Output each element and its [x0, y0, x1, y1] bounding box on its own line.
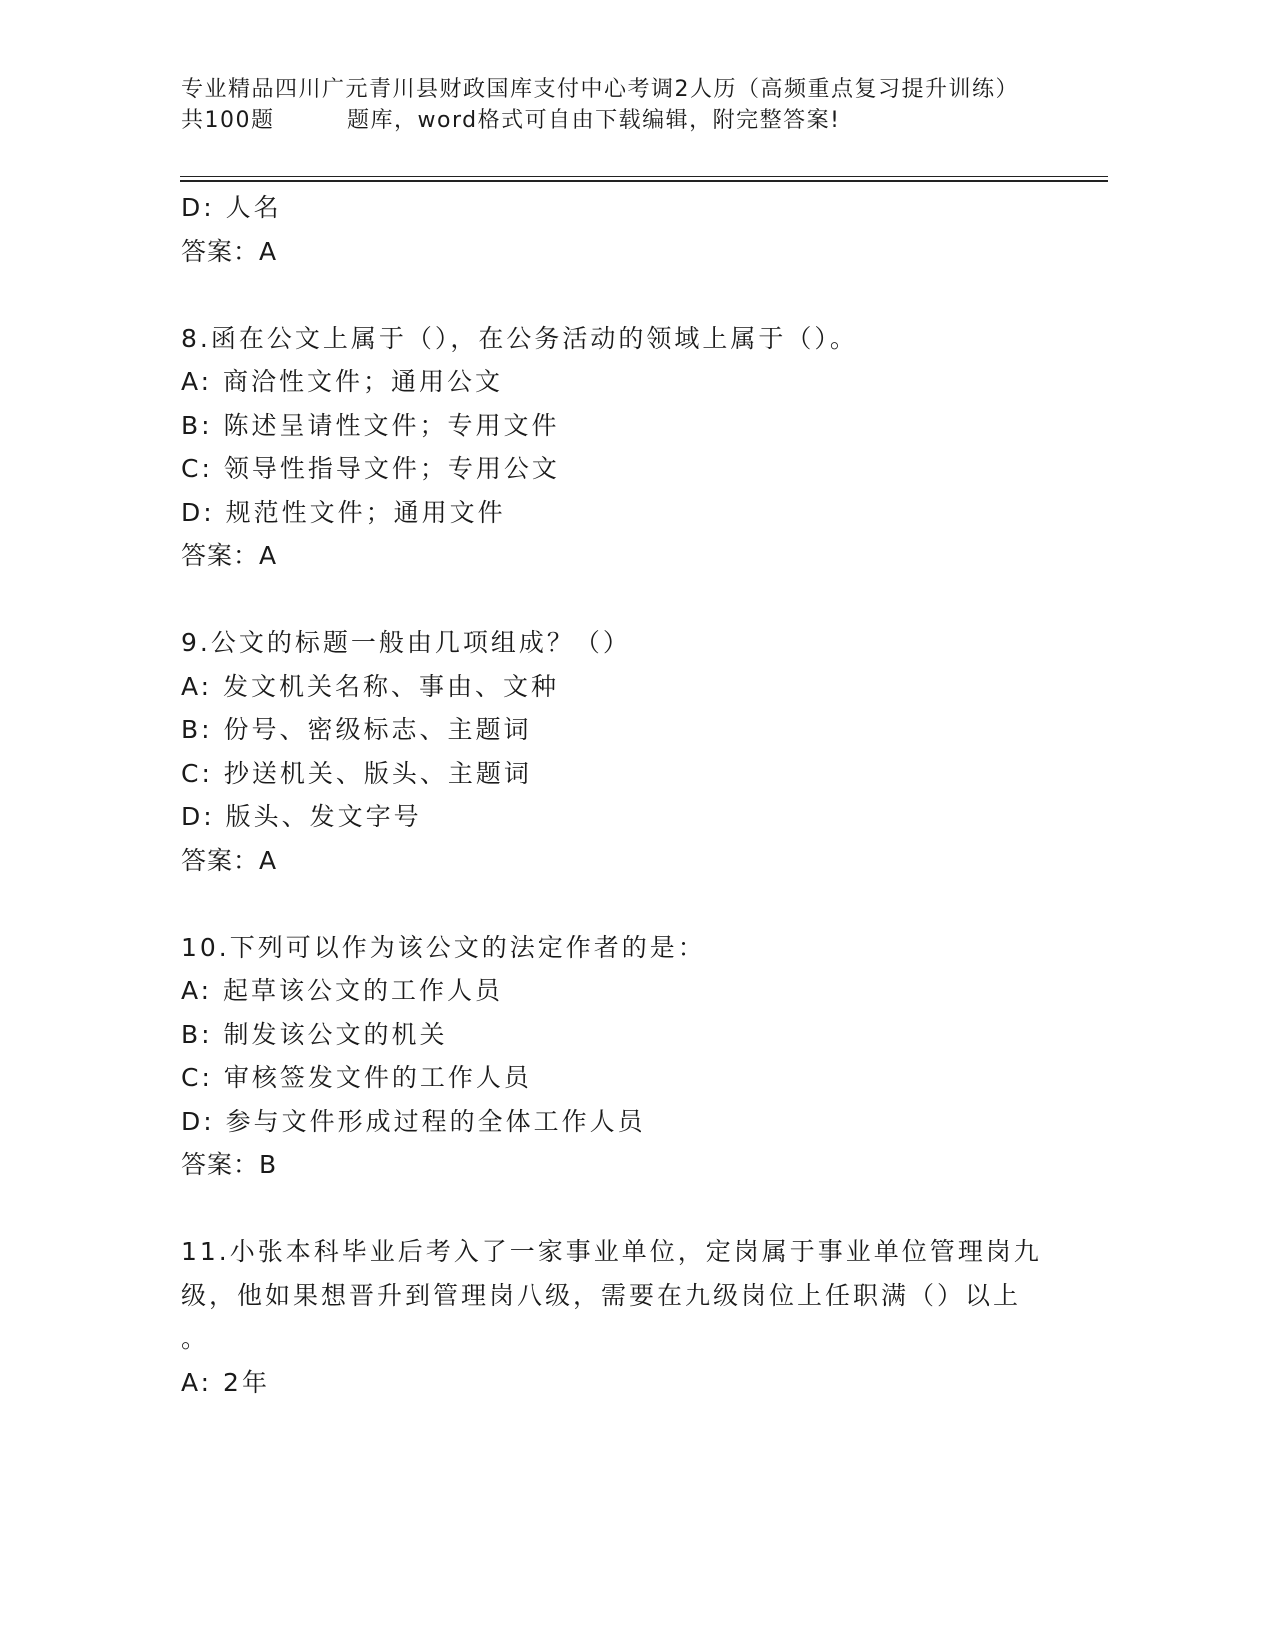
answer: 答案：A [181, 541, 278, 570]
spacer [181, 882, 1081, 926]
question-block-10 [181, 926, 1081, 1187]
question-count: 共100题 [181, 108, 275, 133]
question-stem: 10.下列可以作为该公文的法定作者的是： [181, 932, 706, 962]
spacer [181, 273, 1081, 317]
question-content [181, 186, 1081, 1404]
header-description: 题库，word格式可自由下载编辑，附完整答案! [347, 108, 841, 133]
answer: 答案：A [181, 845, 278, 875]
prev-option-d: D: 人名 [181, 193, 282, 222]
question-stem: 9.公文的标题一般由几项组成？（） [181, 628, 631, 657]
option-a: A: 起草该公文的工作人员 [181, 976, 504, 1005]
prev-answer: 答案：A [181, 236, 278, 266]
question-stem-line-1: 11.小张本科毕业后考入了一家事业单位，定岗属于事业单位管理岗九 [181, 1237, 1042, 1266]
answer: 答案：B [181, 1150, 278, 1179]
question-stem: 8.函在公文上属于（），在公务活动的领域上属于（）。 [181, 323, 858, 353]
spacer [181, 1187, 1081, 1231]
spacer [181, 578, 1081, 622]
question-stem-line-3: 。 [181, 1324, 210, 1353]
option-d: D: 规范性文件；通用文件 [181, 497, 506, 527]
header-title-line: 专业精品四川广元青川县财政国库支付中心考调2人历（高频重点复习提升训练） [181, 77, 1019, 102]
option-a: A: 2年 [181, 1367, 270, 1397]
document-header [181, 74, 1081, 136]
question-block-8 [181, 317, 1081, 578]
option-a: A: 商洽性文件；通用公文 [181, 367, 504, 396]
question-block-9 [181, 621, 1081, 882]
header-divider-thick [180, 180, 1108, 182]
option-d: D: 参与文件形成过程的全体工作人员 [181, 1106, 646, 1136]
option-c: C: 领导性指导文件；专用公文 [181, 454, 560, 483]
option-c: C: 审核签发文件的工作人员 [181, 1063, 532, 1092]
option-b: B: 陈述呈请性文件；专用文件 [181, 410, 560, 440]
option-c: C: 抄送机关、版头、主题词 [181, 758, 532, 788]
header-divider-thin [180, 176, 1108, 177]
question-block-11 [181, 1230, 1081, 1404]
option-d: D: 版头、发文字号 [181, 802, 422, 831]
option-b: B: 制发该公文的机关 [181, 1019, 448, 1049]
option-b: B: 份号、密级标志、主题词 [181, 715, 532, 744]
option-a: A: 发文机关名称、事由、文种 [181, 671, 560, 701]
header-subtitle-line [181, 105, 1081, 136]
question-stem-line-2: 级，他如果想晋升到管理岗八级，需要在九级岗位上任职满（）以上 [181, 1280, 1022, 1310]
